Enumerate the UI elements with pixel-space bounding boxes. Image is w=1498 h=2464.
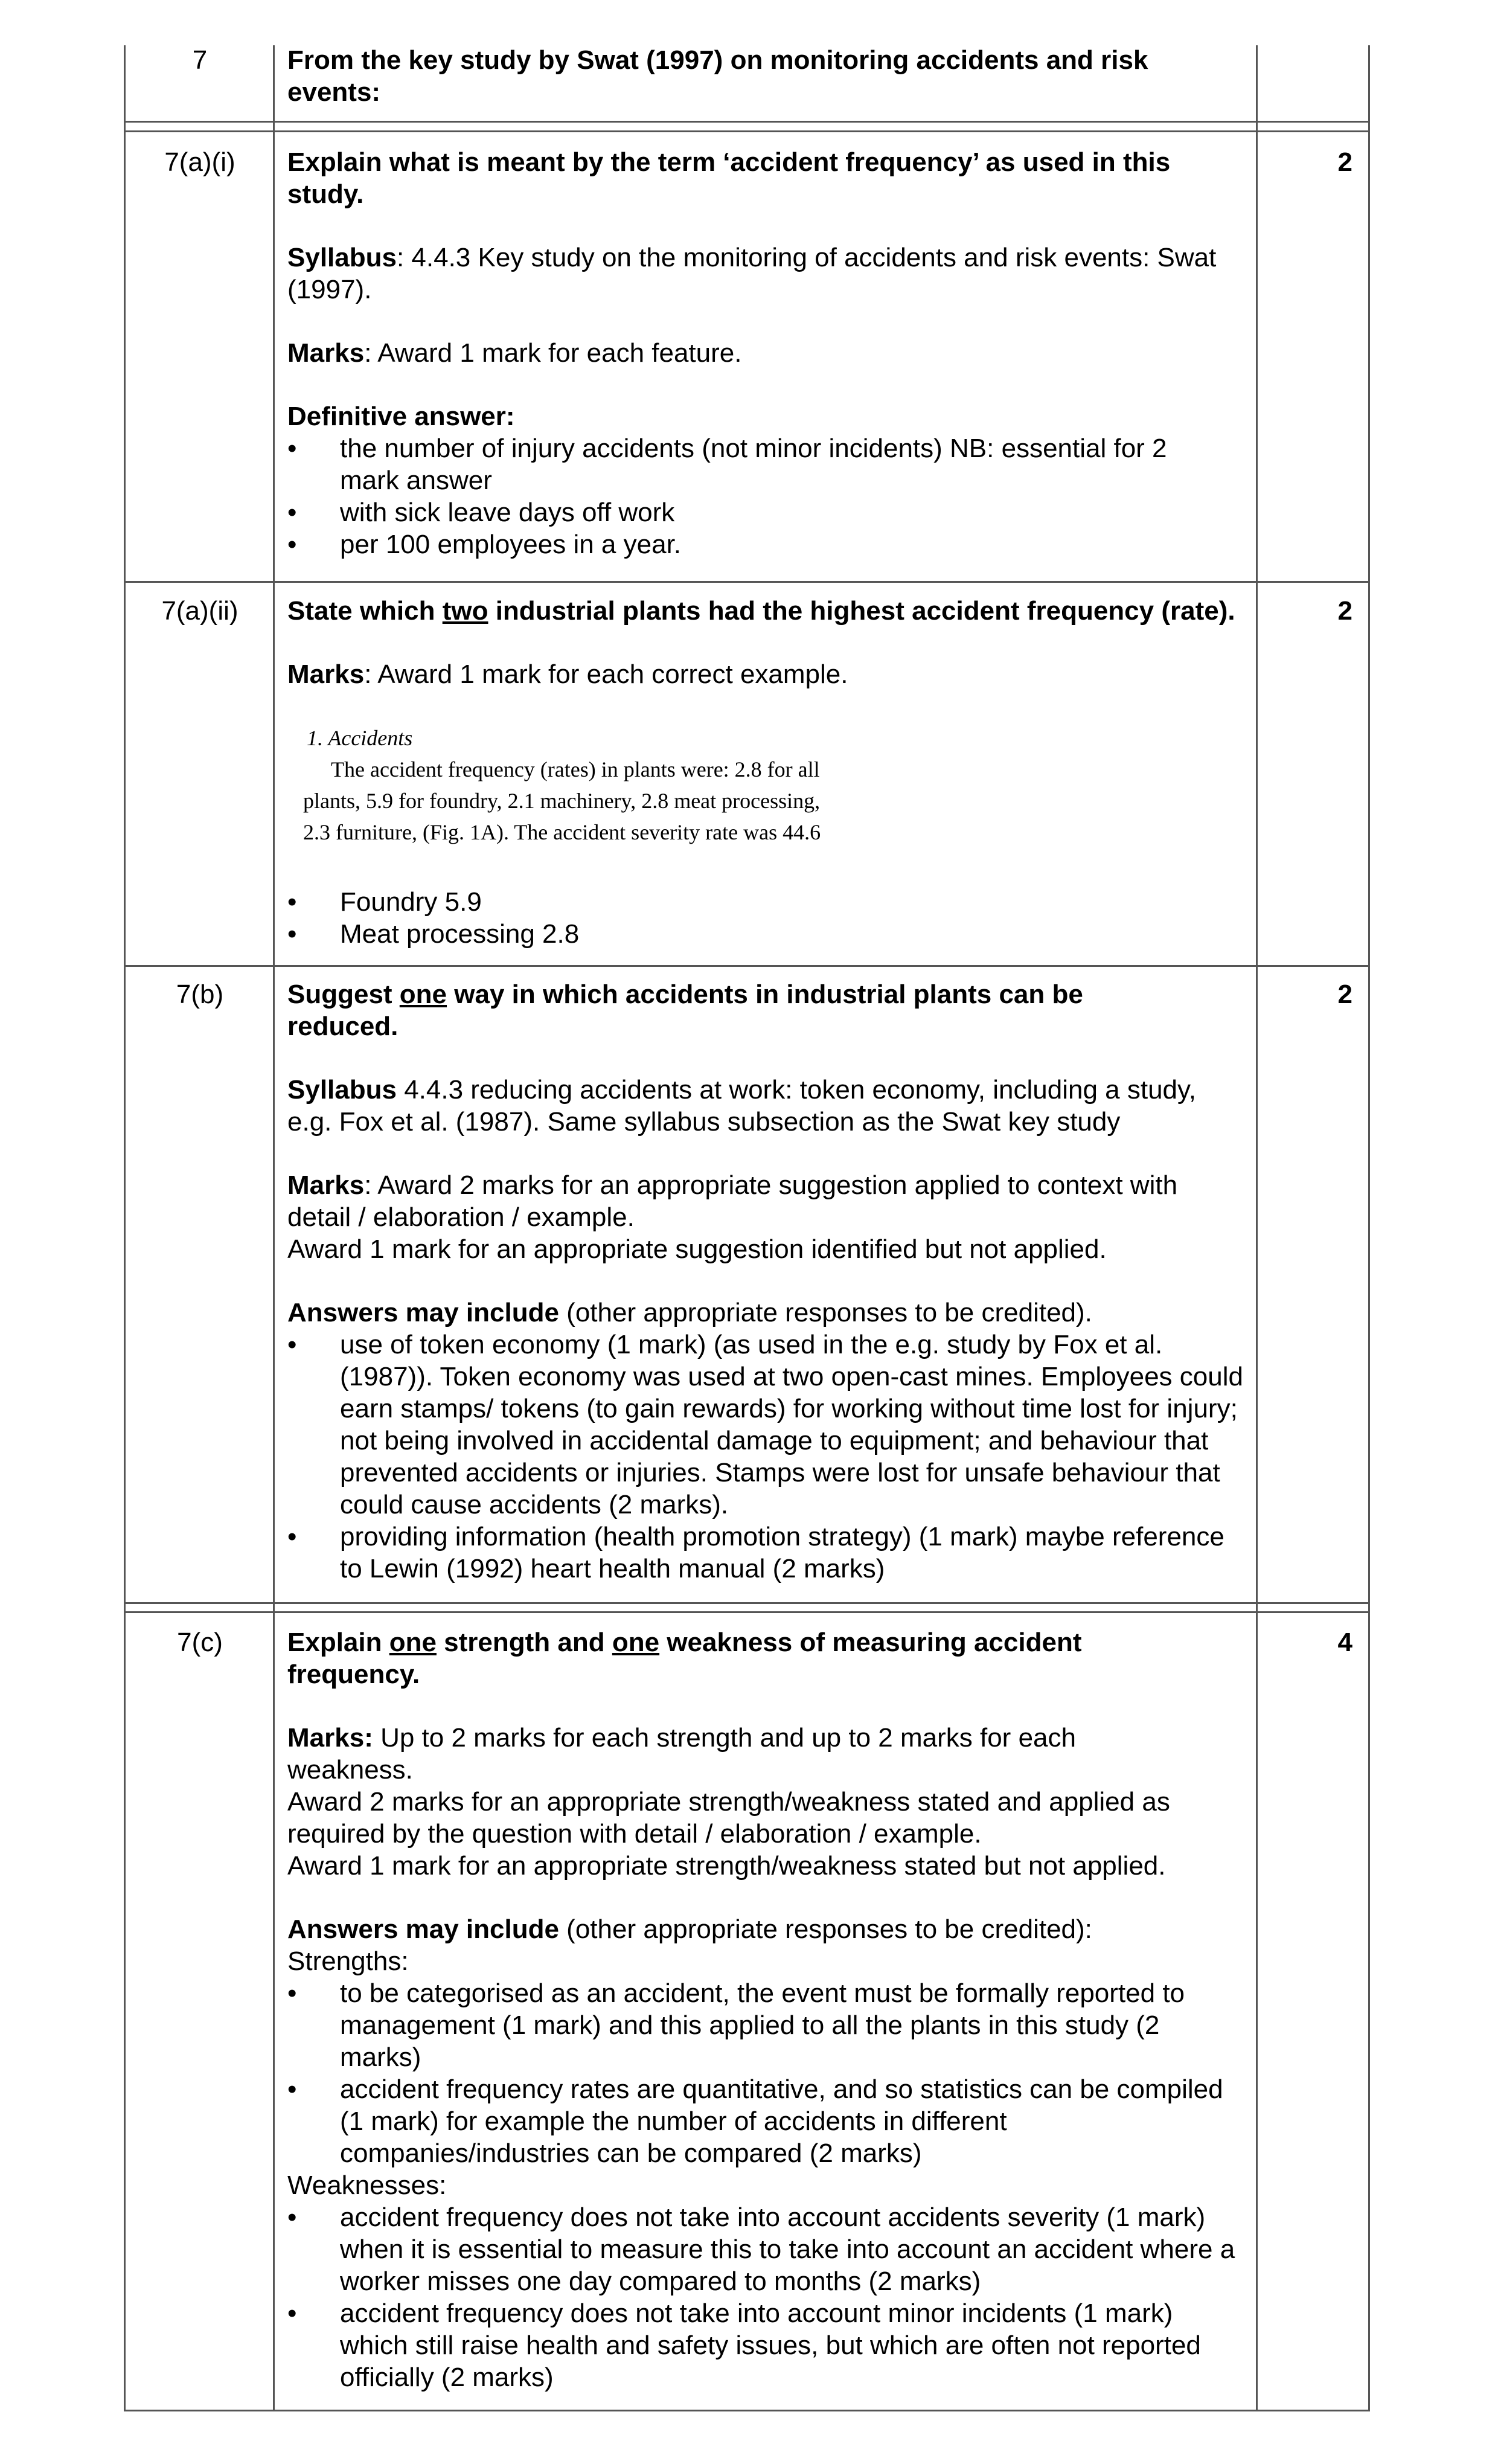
question-7ai-cell [287,146,1244,560]
question-number: 7(a)(i) [164,147,235,177]
list-item: • providing information (health promotion strategy) (1 mark) maybe reference to Lewin (1992) heart health manual (2 marks) [287,1521,1244,1585]
answer-list [287,1329,1244,1585]
excerpt-line: plants, 5.9 for foundry, 2.1 machinery, 2.8 meat processing, [303,789,821,813]
table-border-left [124,45,126,2411]
answer-list [287,886,1244,950]
column-divider-marks [1256,45,1258,2411]
weaknesses-heading: Weaknesses: [287,2170,447,2200]
question-text: Suggest one way in which accidents in industrial plants can be reduced. [287,980,1083,1041]
list-item: • Meat processing 2.8 [287,918,1244,950]
question-text: Explain one strength and one weakness of measuring accident frequency. [287,1628,1082,1689]
question-7aii-cell [287,595,1244,690]
marks-line: Award 2 marks for an appropriate strength/weakness stated and applied as required by the question with detail / elaboration / example. [287,1787,1170,1849]
marks-value: 2 [1337,147,1352,177]
study-excerpt-image [303,722,967,848]
question-text: From the key study by Swat (1997) on monitoring accidents and risk events: [287,45,1148,107]
row-divider [125,1602,1369,1604]
syllabus-line: Syllabus 4.4.3 reducing accidents at work: token economy, including a study, e.g. Fox et al. (1987). Same syllabus subsection as the Swat key study [287,1075,1196,1137]
strengths-list [287,1977,1244,2169]
marks-line: Award 1 mark for an appropriate strength/weakness stated but not applied. [287,1851,1166,1881]
table-border-bottom [125,2410,1369,2411]
marks-value: 4 [1337,1628,1352,1657]
weaknesses-list [287,2201,1244,2393]
excerpt-heading: 1. Accidents [307,726,413,750]
answer-heading: Definitive answer: [287,402,515,431]
question-7b-cell [287,978,1244,1585]
question-7c-cell [287,1626,1244,2393]
marks-value: 2 [1337,980,1352,1009]
answer-list [287,432,1244,560]
table-border-right [1368,45,1370,2411]
list-item: • Foundry 5.9 [287,886,1244,918]
row-divider [125,965,1369,967]
marks-line: Marks: Award 2 marks for an appropriate suggestion applied to context with detail / elaboration / example. [287,1170,1178,1232]
question-number: 7 [192,45,208,75]
marks-value: 2 [1337,596,1352,626]
question-text: State which two industrial plants had the highest accident frequency (rate). [287,596,1235,626]
answer-heading: Answers may include (other appropriate responses to be credited): [287,1914,1092,1944]
list-item: • per 100 employees in a year. [287,528,1244,560]
list-item: • accident frequency rates are quantitative, and so statistics can be compiled (1 mark) for example the number of accidents in different companies/industries can be compared (2 marks) [287,2073,1244,2169]
list-item: • accident frequency does not take into account minor incidents (1 mark) which still raise health and safety issues, but which are often not reported officially (2 marks) [287,2297,1244,2393]
row-divider [125,1611,1369,1613]
question-7-stem [287,44,1244,108]
list-item: • the number of injury accidents (not minor incidents) NB: essential for 2 mark answer [287,432,1244,496]
syllabus-line: Syllabus: 4.4.3 Key study on the monitoring of accidents and risk events: Swat (1997). [287,243,1217,304]
row-divider [125,130,1369,132]
list-item: • to be categorised as an accident, the event must be formally reported to management (1 mark) and this applied to all the plants in this study (2 marks) [287,1977,1244,2073]
row-divider [125,121,1369,123]
excerpt-line: 2.3 furniture, (Fig. 1A). The accident severity rate was 44.6 [303,820,821,844]
answer-list-container [287,886,1244,950]
excerpt-line: The accident frequency (rates) in plants were: 2.8 for all [331,757,820,781]
answer-heading: Answers may include (other appropriate responses to be credited). [287,1298,1092,1327]
question-number: 7(b) [176,980,224,1009]
list-item: • with sick leave days off work [287,496,1244,528]
question-number: 7(a)(ii) [161,596,238,626]
list-item: • use of token economy (1 mark) (as used in the e.g. study by Fox et al. (1987)). Token economy was used at two open-cast mines. Employees could earn stamps/ tokens (to gain rewards) for working without time lost for injury; not being involved in accidental damage to equipment; and behaviour that prevented accidents or injuries. Stamps were lost for unsafe behaviour that could cause accidents (2 marks). [287,1329,1244,1521]
list-item: • accident frequency does not take into account accidents severity (1 mark) when it is essential to measure this to take into account an accident where a worker misses one day compared to months (2 marks) [287,2201,1244,2297]
marks-line: Award 1 mark for an appropriate suggestion identified but not applied. [287,1234,1107,1264]
question-text: Explain what is meant by the term ‘accident frequency’ as used in this study. [287,147,1171,209]
column-divider-question [273,45,275,2411]
row-divider [125,581,1369,583]
strengths-heading: Strengths: [287,1946,409,1976]
question-number: 7(c) [177,1628,223,1657]
marks-line: Marks: Award 1 mark for each feature. [287,338,742,368]
marks-line: Marks: Up to 2 marks for each strength and up to 2 marks for each weakness. [287,1723,1076,1785]
marks-line: Marks: Award 1 mark for each correct example. [287,659,848,689]
